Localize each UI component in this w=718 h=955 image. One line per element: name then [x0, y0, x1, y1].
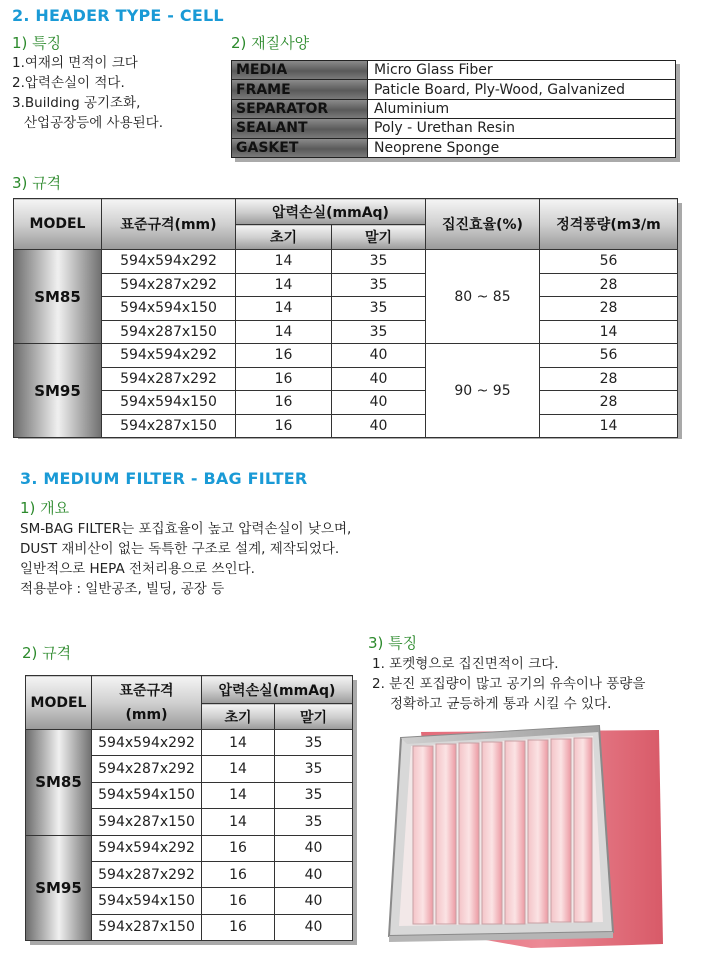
table-row — [14, 391, 678, 415]
col-header-pressure: 압력손실(mmAq) — [202, 676, 353, 704]
initial-cell: 16 — [236, 344, 332, 368]
table-row — [14, 320, 678, 344]
material-value: Poly - Urethan Resin — [374, 120, 515, 137]
spec2-heading: 2) 규격 — [22, 644, 72, 662]
size-header-line: (mm) — [125, 706, 168, 723]
col-header-model: MODEL — [14, 199, 102, 250]
overview-line: 일반적으로 HEPA 전처리용으로 쓰인다. — [20, 561, 255, 577]
size-cell: 594x594x150 — [92, 782, 202, 808]
bag-feature-line: 1. 포켓형으로 집진면적이 크다. — [372, 656, 559, 672]
overview-text — [20, 519, 351, 599]
initial-cell: 16 — [236, 414, 332, 438]
features-heading: 1) 특징 — [12, 34, 62, 52]
material-value: Paticle Board, Ply-Wood, Galvanized — [374, 81, 626, 98]
initial-cell: 16 — [202, 888, 275, 914]
airflow-cell: 28 — [540, 367, 678, 391]
final-cell: 35 — [332, 297, 426, 321]
bag-features-heading: 3) 특징 — [368, 634, 418, 652]
material-key: SEPARATOR — [236, 101, 329, 118]
materials-row — [232, 139, 675, 157]
materials-heading: 2) 재질사양 — [231, 34, 310, 52]
size-cell: 594x287x150 — [92, 809, 202, 835]
material-value: Neoprene Sponge — [374, 139, 500, 156]
airflow-cell: 28 — [540, 297, 678, 321]
bag-spec-table — [25, 675, 353, 941]
col-header-size: 표준규격(mm) — [102, 199, 236, 250]
material-key: MEDIA — [236, 62, 288, 79]
initial-cell: 14 — [202, 782, 275, 808]
size-cell: 594x287x292 — [92, 756, 202, 782]
features-list — [12, 53, 163, 133]
size-cell: 594x287x292 — [102, 367, 236, 391]
material-key: GASKET — [236, 139, 299, 156]
bag-features-list — [372, 654, 645, 714]
overview-line: DUST 재비산이 없는 독특한 구조로 설계, 제작되었다. — [20, 541, 340, 557]
airflow-cell: 56 — [540, 250, 678, 274]
materials-row — [232, 61, 675, 80]
model-cell: SM85 — [26, 730, 92, 836]
size-cell: 594x594x292 — [92, 730, 202, 756]
materials-row — [232, 100, 675, 119]
size-cell: 594x594x292 — [102, 344, 236, 368]
airflow-cell: 14 — [540, 414, 678, 438]
initial-cell: 14 — [236, 273, 332, 297]
initial-cell: 16 — [236, 367, 332, 391]
col-header-pressure: 압력손실(mmAq) — [236, 199, 426, 225]
feature-line: 산업공장등에 사용된다. — [24, 115, 163, 131]
table-row — [14, 367, 678, 391]
size-cell: 594x594x292 — [102, 250, 236, 274]
efficiency-cell: 80 ~ 85 — [426, 250, 540, 344]
bag-feature-line: 정확하고 균등하게 통과 시킬 수 있다. — [390, 696, 612, 712]
size-cell: 594x287x292 — [102, 273, 236, 297]
final-cell: 40 — [275, 835, 353, 861]
size-cell: 594x287x150 — [102, 414, 236, 438]
section3-title: 3. MEDIUM FILTER - BAG FILTER — [20, 469, 308, 488]
size-cell: 594x594x150 — [92, 888, 202, 914]
final-cell: 35 — [275, 756, 353, 782]
initial-cell: 16 — [202, 835, 275, 861]
initial-cell: 16 — [202, 914, 275, 940]
col-header-final: 말기 — [275, 704, 353, 730]
col-header-efficiency: 집진효율(%) — [426, 199, 540, 250]
material-key: FRAME — [236, 81, 291, 98]
final-cell: 40 — [275, 914, 353, 940]
col-header-initial: 초기 — [236, 225, 332, 250]
feature-line: 2.압력손실이 적다. — [12, 75, 125, 91]
airflow-cell: 28 — [540, 391, 678, 415]
final-cell: 40 — [332, 344, 426, 368]
material-key: SEALANT — [236, 120, 308, 137]
bag-feature-line: 2. 분진 포집량이 많고 공기의 유속이나 풍량을 — [372, 676, 646, 692]
spec1-heading: 3) 규격 — [12, 174, 62, 192]
bag-filter-photo — [381, 722, 663, 949]
overview-line: SM-BAG FILTER는 포집효율이 높고 압력손실이 낮으며, — [20, 521, 352, 537]
final-cell: 35 — [275, 809, 353, 835]
final-cell: 40 — [332, 367, 426, 391]
size-cell: 594x594x150 — [102, 391, 236, 415]
final-cell: 35 — [275, 782, 353, 808]
bag-pockets — [413, 738, 592, 924]
table-row — [26, 835, 353, 861]
final-cell: 40 — [332, 414, 426, 438]
final-cell: 40 — [275, 861, 353, 887]
final-cell: 35 — [275, 730, 353, 756]
airflow-cell: 14 — [540, 320, 678, 344]
feature-line: 1.여재의 면적이 크다 — [12, 55, 138, 71]
col-header-model: MODEL — [26, 676, 92, 730]
initial-cell: 14 — [202, 809, 275, 835]
material-value: Aluminium — [374, 101, 450, 118]
material-value: Micro Glass Fiber — [374, 62, 493, 79]
initial-cell: 14 — [236, 250, 332, 274]
col-header-size — [92, 676, 202, 730]
airflow-cell: 28 — [540, 273, 678, 297]
final-cell: 40 — [332, 391, 426, 415]
model-cell: SM95 — [26, 835, 92, 941]
size-cell: 594x287x150 — [102, 320, 236, 344]
airflow-cell: 56 — [540, 344, 678, 368]
model-cell: SM95 — [14, 344, 102, 438]
table-row — [14, 273, 678, 297]
table-row — [14, 344, 678, 368]
initial-cell: 16 — [236, 391, 332, 415]
table-row — [26, 730, 353, 756]
final-cell: 35 — [332, 273, 426, 297]
size-cell: 594x594x150 — [102, 297, 236, 321]
table-row — [14, 297, 678, 321]
final-cell: 40 — [275, 888, 353, 914]
final-cell: 35 — [332, 250, 426, 274]
final-cell: 35 — [332, 320, 426, 344]
initial-cell: 14 — [236, 297, 332, 321]
materials-row — [232, 119, 675, 138]
table-row — [14, 250, 678, 274]
materials-table — [231, 60, 676, 158]
col-header-initial: 초기 — [202, 704, 275, 730]
initial-cell: 14 — [236, 320, 332, 344]
section2-title: 2. HEADER TYPE - CELL — [12, 6, 224, 25]
feature-line: 3.Building 공기조화, — [12, 95, 141, 111]
materials-row — [232, 80, 675, 99]
size-cell: 594x594x292 — [92, 835, 202, 861]
overview-line: 적용분야 : 일반공조, 빌딩, 공장 등 — [20, 581, 225, 597]
initial-cell: 16 — [202, 861, 275, 887]
table-row — [14, 414, 678, 438]
model-cell: SM85 — [14, 250, 102, 344]
col-header-final: 말기 — [332, 225, 426, 250]
initial-cell: 14 — [202, 730, 275, 756]
cell-spec-table — [13, 198, 678, 438]
initial-cell: 14 — [202, 756, 275, 782]
size-header-line: 표준규격 — [119, 682, 174, 699]
efficiency-cell: 90 ~ 95 — [426, 344, 540, 438]
size-cell: 594x287x292 — [92, 861, 202, 887]
size-cell: 594x287x150 — [92, 914, 202, 940]
overview-heading: 1) 개요 — [20, 499, 70, 517]
col-header-airflow: 정격풍량(m3/m — [540, 199, 678, 250]
